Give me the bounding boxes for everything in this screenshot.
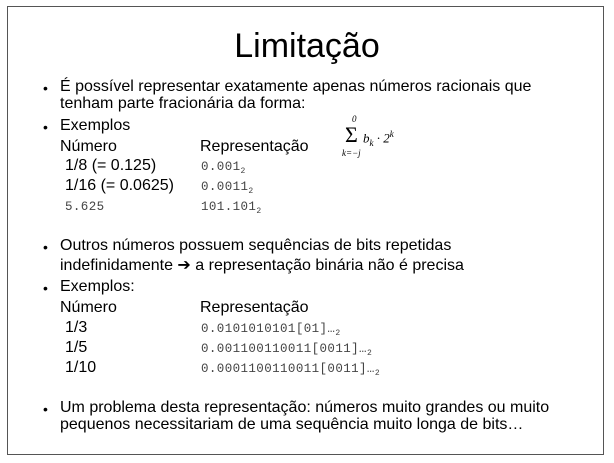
s1-row2-number: 1/16 (= 0.0625)	[65, 177, 174, 194]
sum-formula	[342, 114, 412, 164]
bullet-3: •	[43, 239, 48, 255]
bullet-4: •	[43, 280, 48, 296]
section3-text-line2: pequenos necessitariam de uma sequência muito longa de bits…	[60, 416, 524, 433]
section2-col-repr: Representação	[200, 299, 309, 316]
formula-index: k	[369, 137, 374, 148]
s1-row2-repr: $0.0011_2$	[201, 180, 254, 196]
formula-term: b	[363, 130, 370, 146]
formula-upper-limit: 0	[352, 114, 357, 124]
formula-body	[363, 129, 394, 148]
s2-row3-number: 1/10	[65, 359, 97, 376]
formula-mult: · 2	[373, 130, 390, 146]
s2-row2-repr: $0.001100110011[0011]\dots_2$	[201, 342, 373, 358]
section1-col-repr: Representação	[200, 138, 309, 155]
slide-frame	[7, 6, 604, 455]
section1-text-line1: É possível representar exatamente apenas números racionais que	[60, 78, 532, 95]
s1-row1-number: 1/8 (= 0.125)	[65, 157, 157, 174]
formula-sigma: Σ	[345, 122, 358, 147]
arrow-icon: ➔	[177, 257, 191, 274]
s2-row2-number: 1/5	[65, 339, 88, 356]
slide-title: Limitação	[234, 27, 380, 65]
bullet-2: •	[43, 119, 48, 135]
s1-row3-repr: $101.101_2$	[201, 200, 262, 216]
section2-text-line1: Outros números possuem sequências de bits repetidas	[60, 237, 452, 254]
bullet-1: •	[43, 80, 48, 96]
formula-exp: k	[389, 129, 394, 139]
bullet-5: •	[43, 401, 48, 417]
s2-row1-number: 1/3	[65, 319, 88, 336]
s1-row3-number: 5.625	[65, 200, 105, 214]
s1-row1-repr: $0.001_2$	[201, 160, 246, 176]
section1-col-number: Número	[60, 138, 117, 155]
section2-text-line2: indefinidamente ➔ a representação binária não é precisa	[60, 257, 464, 274]
s2-row1-repr: $0.0101010101[01]\dots_2$	[201, 322, 341, 338]
section2-examples-label: Exemplos:	[60, 278, 135, 295]
formula-lower-limit: k=−j	[342, 148, 361, 158]
section1-examples-label: Exemplos	[60, 117, 131, 134]
section2-col-number: Número	[60, 299, 117, 316]
s2-row3-repr: $0.0001100110011[0011]\dots_2$	[201, 362, 381, 378]
section1-text-line2: tenham parte fracionária da forma:	[60, 95, 306, 112]
section3-text-line1: Um problema desta representação: números muito grandes ou muito	[60, 399, 550, 416]
